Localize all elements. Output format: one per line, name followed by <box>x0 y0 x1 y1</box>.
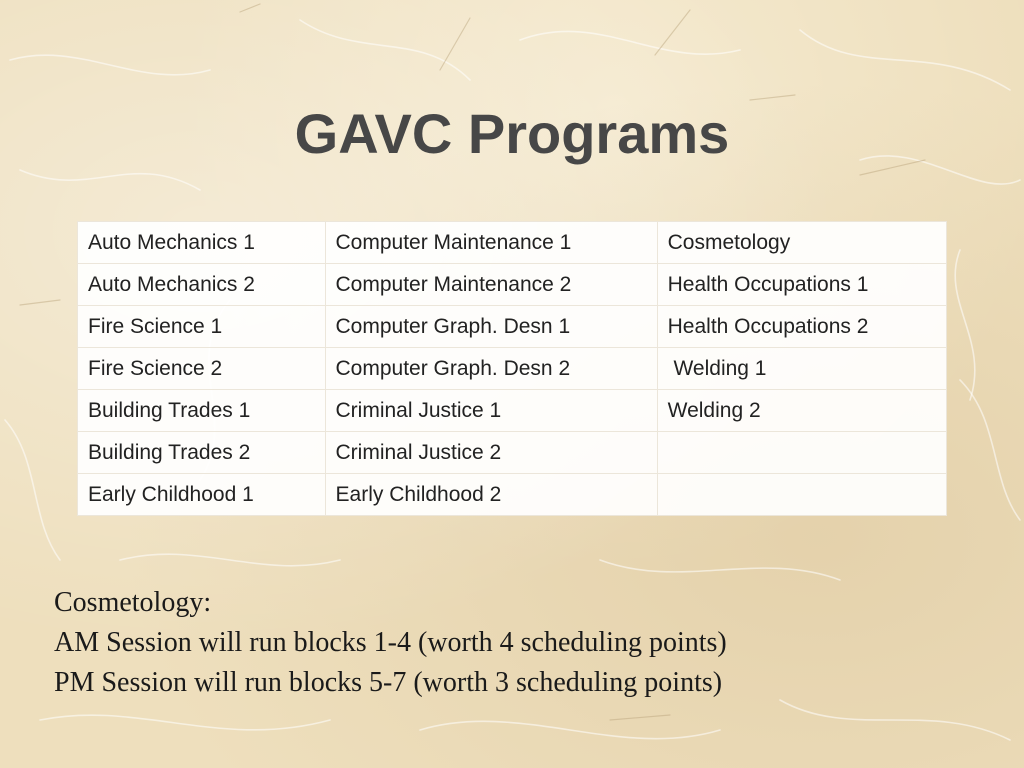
table-cell: Health Occupations 1 <box>657 264 946 306</box>
programs-table <box>77 221 947 516</box>
table-cell: Early Childhood 2 <box>325 474 657 516</box>
table-cell: Criminal Justice 1 <box>325 390 657 432</box>
page-title: GAVC Programs <box>294 102 730 165</box>
table-cell: Building Trades 1 <box>78 390 326 432</box>
table-row <box>78 474 947 516</box>
table-cell: Welding 2 <box>657 390 946 432</box>
table-cell: Welding 1 <box>657 348 946 390</box>
table-cell: Computer Maintenance 1 <box>325 222 657 264</box>
cosmetology-note <box>54 583 727 703</box>
table-cell: Early Childhood 1 <box>78 474 326 516</box>
table-cell: Computer Maintenance 2 <box>325 264 657 306</box>
table-row <box>78 390 947 432</box>
table-cell: Fire Science 2 <box>78 348 326 390</box>
table-cell <box>657 474 946 516</box>
table-cell: Cosmetology <box>657 222 946 264</box>
table-cell <box>657 432 946 474</box>
table-cell: Auto Mechanics 2 <box>78 264 326 306</box>
table-row <box>78 306 947 348</box>
note-line-pm: PM Session will run blocks 5-7 (worth 3 scheduling points) <box>54 667 723 698</box>
table-cell: Computer Graph. Desn 1 <box>325 306 657 348</box>
table-cell: Building Trades 2 <box>78 432 326 474</box>
note-line-am: AM Session will run blocks 1-4 (worth 4 scheduling points) <box>54 627 727 658</box>
note-heading: Cosmetology: <box>54 587 212 618</box>
table-cell: Computer Graph. Desn 2 <box>325 348 657 390</box>
table-row <box>78 264 947 306</box>
table-row <box>78 348 947 390</box>
table-row <box>78 432 947 474</box>
table-cell: Fire Science 1 <box>78 306 326 348</box>
table-cell: Health Occupations 2 <box>657 306 946 348</box>
table-row <box>78 222 947 264</box>
table-cell: Auto Mechanics 1 <box>78 222 326 264</box>
table-cell: Criminal Justice 2 <box>325 432 657 474</box>
